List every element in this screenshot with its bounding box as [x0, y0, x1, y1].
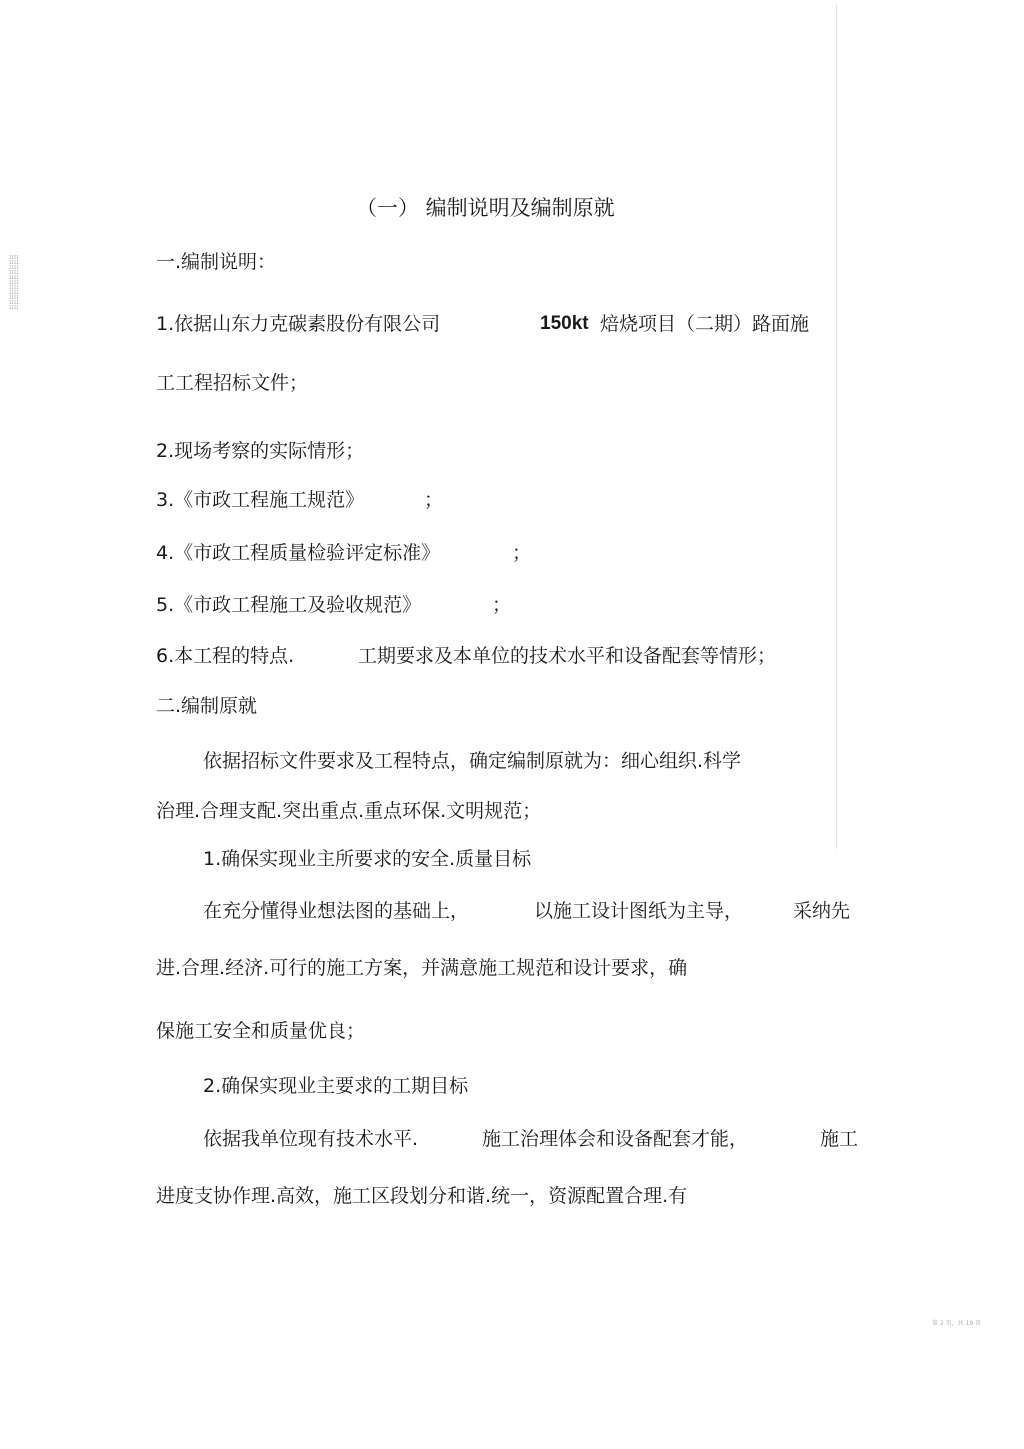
item4: 4.《市政工程质量检验评定标准》: [156, 542, 441, 564]
sub2-line1-a: 依据我单位现有技术水平.: [203, 1128, 419, 1150]
sub1-line1-a: 在充分懂得业想法图的基础上，: [203, 900, 470, 922]
sub1-line1-b: 以施工设计图纸为主导，: [534, 900, 744, 922]
section1-heading: 一.编制说明：: [156, 251, 277, 273]
section2-heading: 二.编制原就: [156, 695, 258, 717]
sub2-heading: 2.确保实现业主要求的工期目标: [203, 1075, 469, 1097]
sub1-line3: 保施工安全和质量优良；: [156, 1020, 366, 1042]
page-number-footer: 第 2 页，共 19 页: [932, 1320, 982, 1327]
item1-continuation: 工工程招标文件；: [156, 372, 309, 394]
item4-end: ；: [512, 542, 532, 564]
sub2-line1-c: 施工: [820, 1128, 859, 1150]
sub1-line1-c: 采纳先: [793, 900, 851, 922]
para1-line1: 依据招标文件要求及工程特点，确定编制原就为：细心组织.科学: [203, 750, 742, 772]
para1-line2: 治理.合理支配.突出重点.重点环保.文明规范；: [156, 800, 542, 822]
sub1-heading: 1.确保实现业主所要求的安全.质量目标: [203, 848, 532, 870]
item5: 5.《市政工程施工及验收规范》: [156, 594, 422, 616]
document-title: （一） 编制说明及编制原就: [356, 196, 615, 220]
item1-project: 焙烧项目（二期）路面施: [600, 313, 810, 335]
item1-capacity: 150kt: [540, 313, 589, 334]
item2: 2.现场考察的实际情形；: [156, 440, 365, 462]
item6-part2: 工期要求及本单位的技术水平和设备配套等情形；: [358, 645, 777, 667]
item3: 3.《市政工程施工规范》: [156, 489, 365, 511]
margin-marks: IIIIIIIIIIIIIIIIIIIIIIIIIIIIIIIIIIIIIIIIIIII: [9, 255, 19, 310]
item6-part1: 6.本工程的特点.: [156, 645, 295, 667]
item3-end: ；: [424, 489, 444, 511]
sub2-line1-b: 施工治理体会和设备配套才能，: [482, 1128, 749, 1150]
sub2-line2: 进度支协作理.高效，施工区段划分和谐.统一，资源配置合理.有: [156, 1185, 688, 1207]
margin-rule: [836, 4, 837, 849]
sub1-line2: 进.合理.经济.可行的施工方案，并满意施工规范和设计要求，确: [156, 957, 688, 979]
item5-end: ；: [492, 594, 512, 616]
item1-prefix: 1.依据山东力克碳素股份有限公司: [156, 313, 441, 335]
